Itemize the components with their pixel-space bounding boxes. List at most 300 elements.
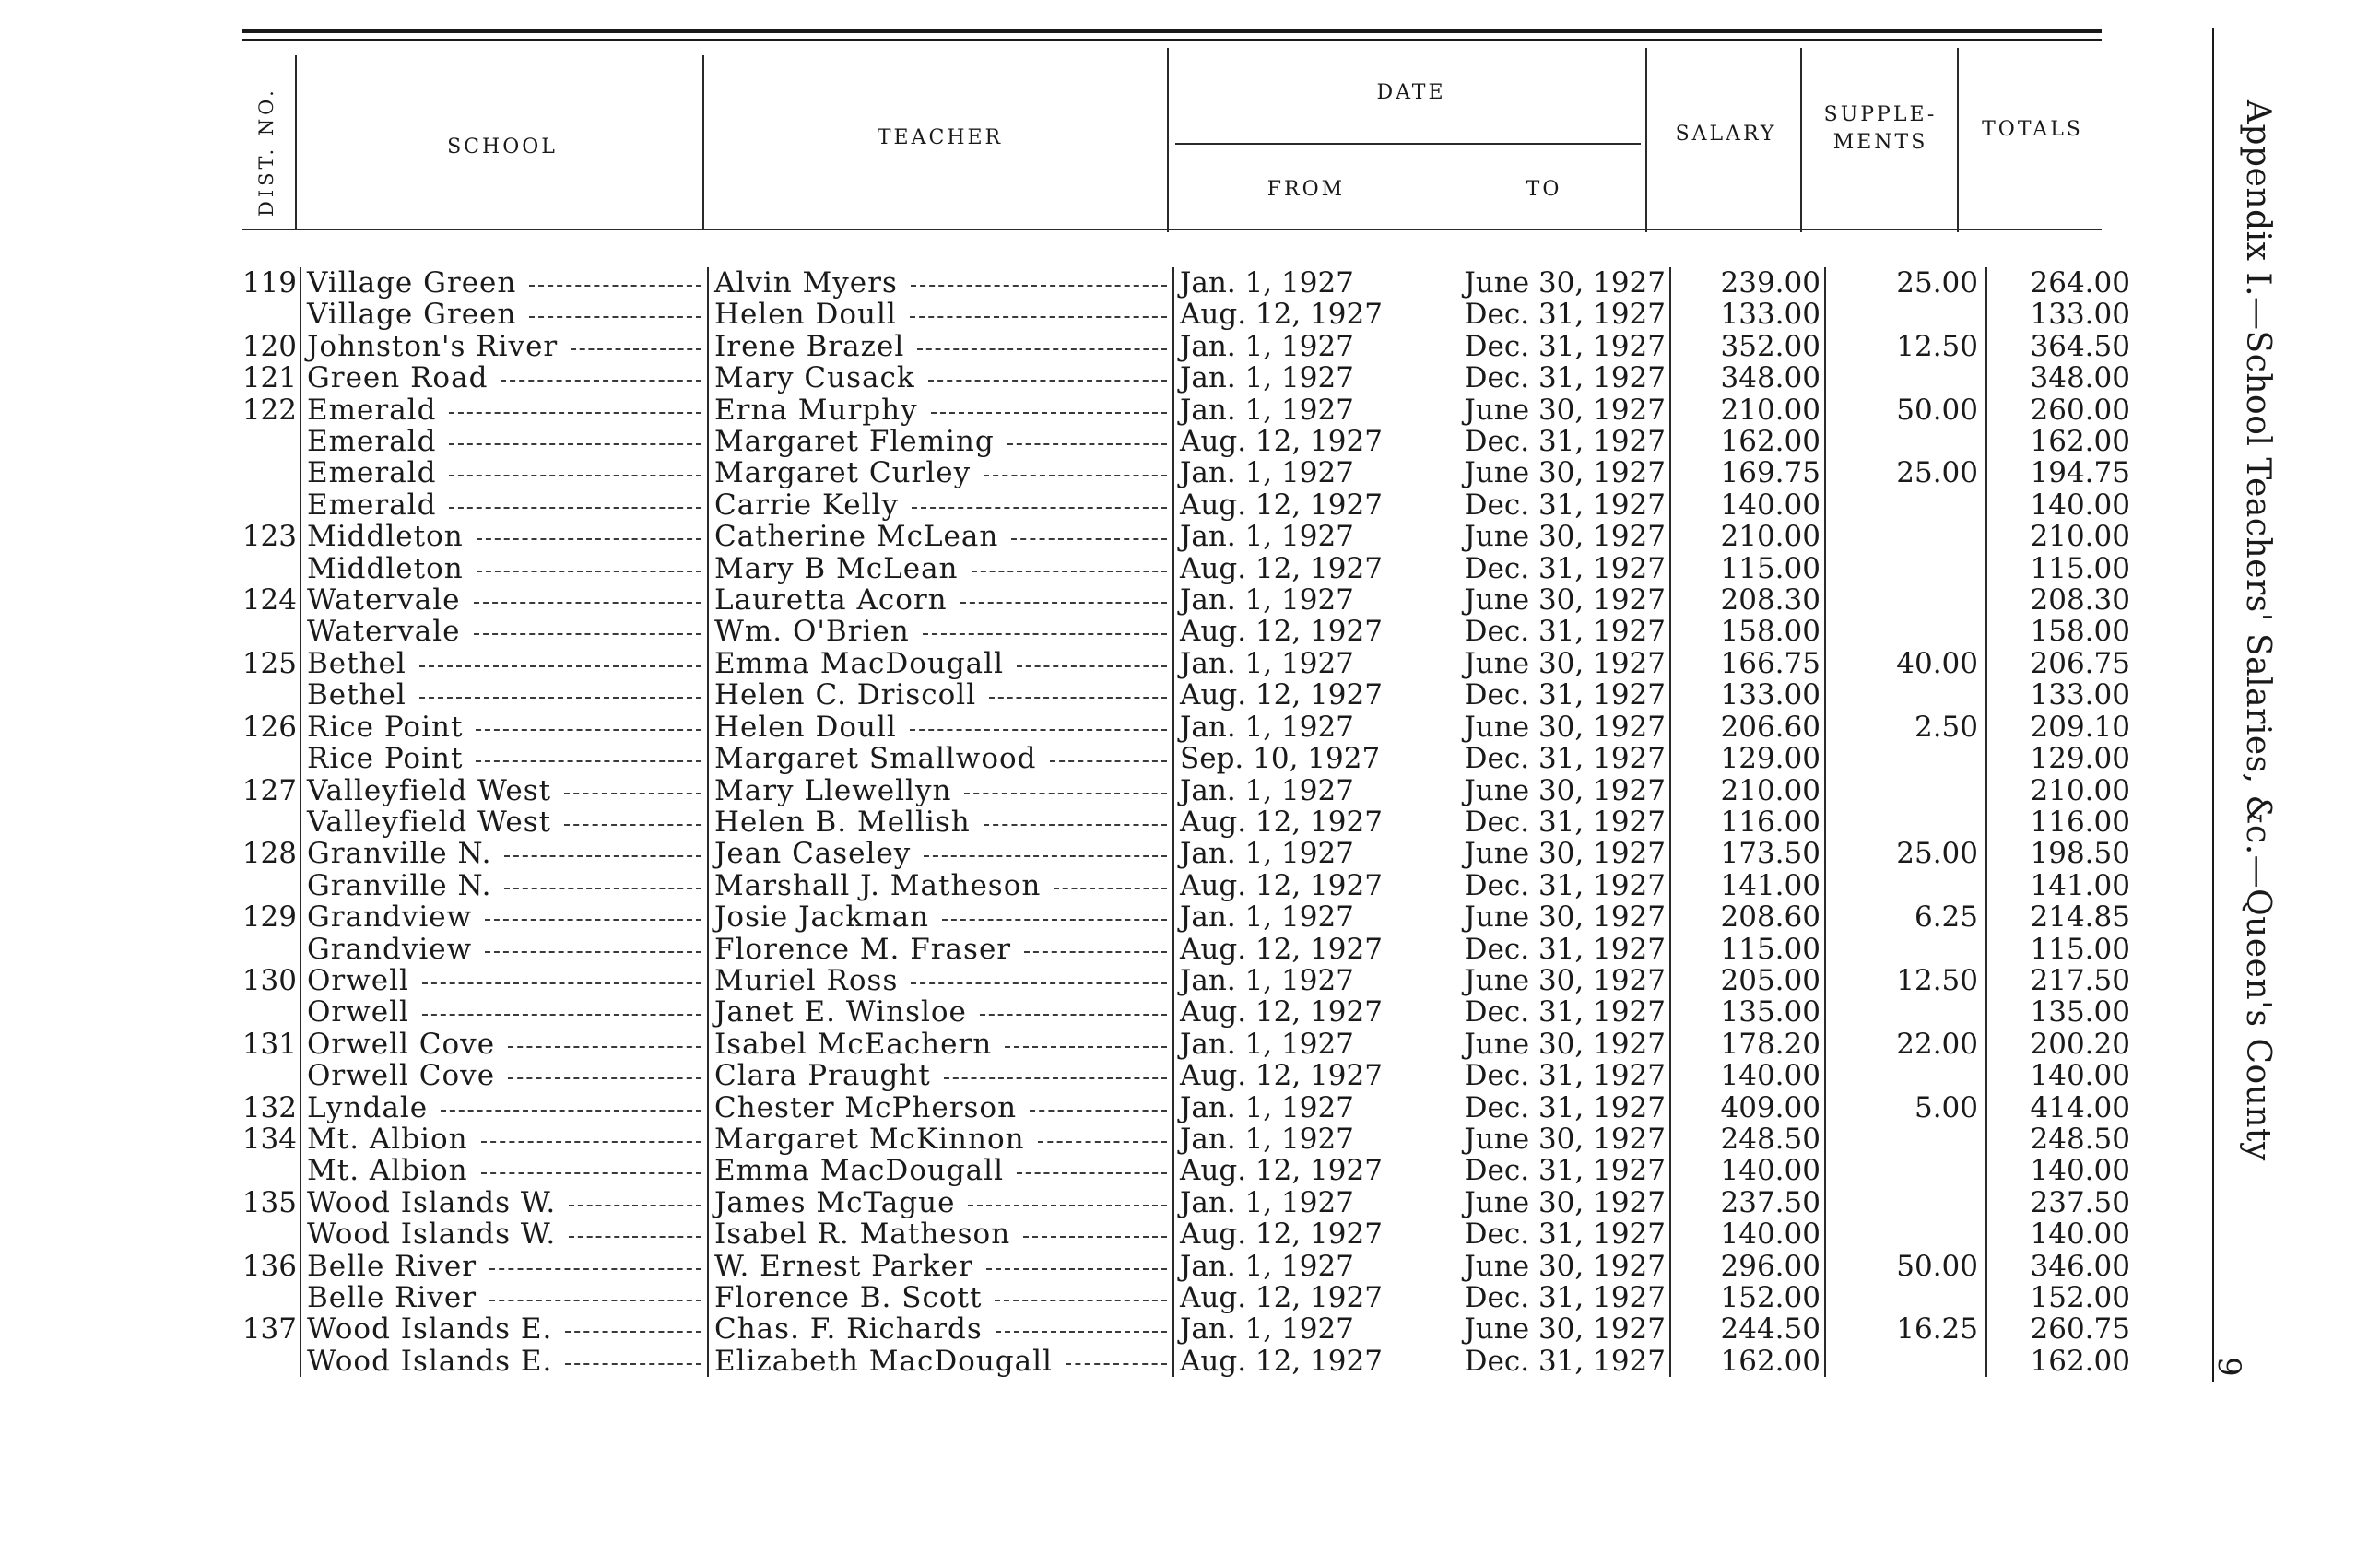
school-cell bbox=[300, 1060, 708, 1091]
teacher-cell bbox=[708, 934, 1173, 965]
salary: 140.00 bbox=[1670, 1155, 1825, 1186]
leader-dots bbox=[1066, 1363, 1167, 1365]
dist-no bbox=[235, 1346, 300, 1377]
school-name: Village Green bbox=[307, 299, 517, 331]
leader-dots bbox=[476, 729, 701, 731]
date-to: Dec. 31, 1927 bbox=[1440, 331, 1670, 362]
total: 260.75 bbox=[2030, 1313, 2130, 1346]
school-cell bbox=[300, 1155, 708, 1186]
salary: 162.00 bbox=[1670, 1346, 1825, 1377]
teacher-name: Margaret Curley bbox=[714, 457, 972, 489]
salary: 409.00 bbox=[1670, 1092, 1825, 1123]
date-from: Aug. 12, 1927 bbox=[1173, 1155, 1440, 1186]
table-row bbox=[235, 1123, 2139, 1155]
supplements bbox=[1825, 679, 1986, 711]
dist-no bbox=[235, 870, 300, 901]
total: 162.00 bbox=[2030, 426, 2130, 458]
leader-dots bbox=[481, 1172, 701, 1174]
date-from: Aug. 12, 1927 bbox=[1173, 489, 1440, 521]
supplements: 40.00 bbox=[1825, 648, 1986, 679]
salary: 140.00 bbox=[1670, 1060, 1825, 1091]
leader-dots bbox=[984, 824, 1167, 826]
salary: 208.30 bbox=[1670, 584, 1825, 616]
supplements bbox=[1825, 426, 1986, 457]
teacher-name: Catherine McLean bbox=[714, 521, 999, 553]
dist-no: 129 bbox=[242, 901, 297, 934]
salary: 205.00 bbox=[1670, 965, 1825, 996]
table-row bbox=[235, 553, 2139, 584]
date-to: Dec. 31, 1927 bbox=[1440, 870, 1670, 901]
teacher-name: Mary Llewellyn bbox=[714, 774, 952, 806]
school-cell bbox=[300, 616, 708, 647]
total: 133.00 bbox=[2030, 679, 2130, 712]
date-from: Jan. 1, 1927 bbox=[1173, 901, 1440, 933]
date-to: Dec. 31, 1927 bbox=[1440, 426, 1670, 457]
leader-dots bbox=[960, 602, 1167, 604]
teacher-cell bbox=[708, 489, 1173, 521]
date-to: June 30, 1927 bbox=[1440, 648, 1670, 679]
total: 346.00 bbox=[2030, 1250, 2130, 1282]
page-number: 9 bbox=[2210, 1357, 2247, 1377]
school-cell bbox=[300, 1187, 708, 1218]
salary: 152.00 bbox=[1670, 1282, 1825, 1313]
school-name: Wood Islands W. bbox=[307, 1186, 557, 1219]
school-cell bbox=[300, 901, 708, 933]
salary: 210.00 bbox=[1670, 521, 1825, 552]
teacher-name: Clara Praught bbox=[714, 1060, 931, 1092]
teacher-cell bbox=[708, 1251, 1173, 1282]
teacher-cell bbox=[708, 996, 1173, 1028]
leader-dots bbox=[489, 1300, 701, 1301]
teacher-cell bbox=[708, 838, 1173, 869]
school-cell bbox=[300, 934, 708, 965]
leader-dots bbox=[422, 982, 701, 984]
school-cell bbox=[300, 838, 708, 869]
leader-dots bbox=[564, 793, 701, 794]
side-caption: Appendix I.—School Teachers' Salaries, &c.—Queen's County bbox=[2239, 100, 2277, 1161]
date-to: Dec. 31, 1927 bbox=[1440, 1060, 1670, 1091]
teacher-cell bbox=[708, 1029, 1173, 1060]
teacher-cell bbox=[708, 901, 1173, 933]
school-name: Watervale bbox=[307, 616, 461, 648]
header-divider bbox=[702, 55, 704, 230]
leader-dots bbox=[995, 1300, 1167, 1301]
teacher-cell bbox=[708, 331, 1173, 362]
leader-dots bbox=[508, 1046, 701, 1048]
school-cell bbox=[300, 775, 708, 806]
school-name: Orwell bbox=[307, 996, 409, 1029]
date-from: Jan. 1, 1927 bbox=[1173, 648, 1440, 679]
teacher-cell bbox=[708, 1218, 1173, 1250]
leader-dots bbox=[1007, 443, 1167, 445]
date-from: Jan. 1, 1927 bbox=[1173, 584, 1440, 616]
leader-dots bbox=[477, 571, 701, 572]
total: 208.30 bbox=[2030, 584, 2130, 617]
table-row bbox=[235, 1251, 2139, 1282]
leader-dots bbox=[422, 1014, 701, 1016]
school-cell bbox=[300, 996, 708, 1028]
school-cell bbox=[300, 648, 708, 679]
supplements: 12.50 bbox=[1825, 331, 1986, 362]
table-row bbox=[235, 457, 2139, 488]
supplements: 22.00 bbox=[1825, 1029, 1986, 1060]
salary: 244.50 bbox=[1670, 1313, 1825, 1345]
date-from: Jan. 1, 1927 bbox=[1173, 1251, 1440, 1282]
leader-dots bbox=[910, 316, 1167, 318]
total: 116.00 bbox=[2030, 806, 2130, 839]
total: 248.50 bbox=[2030, 1123, 2130, 1156]
school-cell bbox=[300, 1123, 708, 1155]
total: 237.50 bbox=[2030, 1186, 2130, 1219]
dist-no: 123 bbox=[242, 521, 297, 553]
salary: 140.00 bbox=[1670, 1218, 1825, 1250]
supplements: 16.25 bbox=[1825, 1313, 1986, 1345]
leader-dots bbox=[569, 1205, 701, 1206]
supplements bbox=[1825, 299, 1986, 330]
leader-dots bbox=[441, 1110, 701, 1112]
dist-no: 125 bbox=[242, 647, 297, 680]
teacher-name: Margaret Smallwood bbox=[714, 743, 1037, 775]
dist-no: 121 bbox=[242, 362, 297, 394]
teacher-name: Chester McPherson bbox=[714, 1091, 1018, 1123]
teacher-cell bbox=[708, 457, 1173, 488]
date-to: Dec. 31, 1927 bbox=[1440, 806, 1670, 838]
table-row bbox=[235, 679, 2139, 711]
total: 209.10 bbox=[2030, 711, 2130, 744]
teacher-cell bbox=[708, 743, 1173, 774]
teacher-name: Wm. O'Brien bbox=[714, 616, 910, 648]
supplements bbox=[1825, 870, 1986, 901]
school-cell bbox=[300, 489, 708, 521]
teacher-cell bbox=[708, 584, 1173, 616]
salary: 116.00 bbox=[1670, 806, 1825, 838]
supplements: 5.00 bbox=[1825, 1092, 1986, 1123]
table-row bbox=[235, 1155, 2139, 1186]
school-name: Wood Islands E. bbox=[307, 1313, 553, 1346]
leader-dots bbox=[996, 1331, 1167, 1333]
total: 210.00 bbox=[2030, 521, 2130, 553]
teacher-name: Josie Jackman bbox=[714, 901, 930, 934]
dist-no bbox=[235, 457, 300, 488]
dist-no bbox=[235, 299, 300, 330]
school-name: Emerald bbox=[307, 457, 437, 489]
dist-no bbox=[235, 553, 300, 584]
date-to: Dec. 31, 1927 bbox=[1440, 679, 1670, 711]
date-from: Aug. 12, 1927 bbox=[1173, 299, 1440, 330]
teacher-name: Margaret McKinnon bbox=[714, 1123, 1025, 1156]
school-name: Belle River bbox=[307, 1250, 477, 1282]
salary: 169.75 bbox=[1670, 457, 1825, 488]
header-teacher: TEACHER bbox=[877, 126, 1004, 149]
table-row bbox=[235, 521, 2139, 552]
teacher-name: Erna Murphy bbox=[714, 394, 918, 427]
school-cell bbox=[300, 1218, 708, 1250]
supplements: 25.00 bbox=[1825, 457, 1986, 488]
school-cell bbox=[300, 806, 708, 838]
date-from: Jan. 1, 1927 bbox=[1173, 267, 1440, 299]
teacher-cell bbox=[708, 870, 1173, 901]
school-name: Rice Point bbox=[307, 711, 464, 744]
table-row bbox=[235, 996, 2139, 1028]
teacher-name: Isabel McEachern bbox=[714, 1028, 993, 1061]
date-to: Dec. 31, 1927 bbox=[1440, 934, 1670, 965]
leader-dots bbox=[980, 1014, 1167, 1016]
teacher-name: Carrie Kelly bbox=[714, 488, 899, 522]
leader-dots bbox=[964, 793, 1167, 794]
date-subrule bbox=[1175, 143, 1641, 145]
school-cell bbox=[300, 457, 708, 488]
salary: 133.00 bbox=[1670, 679, 1825, 711]
dist-no: 122 bbox=[242, 394, 297, 427]
leader-dots bbox=[449, 412, 701, 414]
leader-dots bbox=[485, 951, 701, 953]
leader-dots bbox=[529, 285, 701, 287]
teacher-cell bbox=[708, 362, 1173, 394]
header-bottom-rule bbox=[242, 229, 2102, 230]
date-to: June 30, 1927 bbox=[1440, 712, 1670, 743]
teacher-name: Muriel Ross bbox=[714, 964, 899, 997]
school-cell bbox=[300, 1029, 708, 1060]
table-row bbox=[235, 965, 2139, 996]
salary: 248.50 bbox=[1670, 1123, 1825, 1155]
supplements: 50.00 bbox=[1825, 394, 1986, 426]
teacher-cell bbox=[708, 553, 1173, 584]
header-salary: SALARY bbox=[1675, 123, 1777, 146]
table-row bbox=[235, 1313, 2139, 1345]
teacher-cell bbox=[708, 965, 1173, 996]
supplements bbox=[1825, 1346, 1986, 1377]
salary: 133.00 bbox=[1670, 299, 1825, 330]
supplements: 6.25 bbox=[1825, 901, 1986, 933]
date-to: Dec. 31, 1927 bbox=[1440, 1346, 1670, 1377]
total: 206.75 bbox=[2030, 647, 2130, 680]
date-from: Jan. 1, 1927 bbox=[1173, 1029, 1440, 1060]
salary: 115.00 bbox=[1670, 934, 1825, 965]
school-cell bbox=[300, 267, 708, 299]
total: 152.00 bbox=[2030, 1282, 2130, 1314]
leader-dots bbox=[924, 855, 1167, 857]
leader-dots bbox=[1017, 1172, 1167, 1174]
teacher-cell bbox=[708, 1092, 1173, 1123]
date-to: June 30, 1927 bbox=[1440, 1029, 1670, 1060]
date-from: Aug. 12, 1927 bbox=[1173, 1346, 1440, 1377]
school-name: Village Green bbox=[307, 267, 517, 300]
dist-no: 134 bbox=[242, 1123, 297, 1156]
header-supplements: SUPPLE-MENTS bbox=[1823, 103, 1938, 154]
table-row bbox=[235, 267, 2139, 299]
total: 364.50 bbox=[2030, 330, 2130, 363]
school-name: Emerald bbox=[307, 426, 437, 458]
salary: 237.50 bbox=[1670, 1187, 1825, 1218]
date-from: Jan. 1, 1927 bbox=[1173, 1123, 1440, 1155]
date-from: Sep. 10, 1927 bbox=[1173, 743, 1440, 774]
school-name: Emerald bbox=[307, 394, 437, 427]
leader-dots bbox=[474, 602, 701, 604]
teacher-name: W. Ernest Parker bbox=[714, 1250, 973, 1282]
leader-dots bbox=[477, 538, 701, 540]
leader-dots bbox=[565, 1363, 701, 1365]
school-name: Rice Point bbox=[307, 743, 464, 775]
salary: 210.00 bbox=[1670, 394, 1825, 426]
date-to: Dec. 31, 1927 bbox=[1440, 1155, 1670, 1186]
school-name: Middleton bbox=[307, 521, 464, 553]
date-to: Dec. 31, 1927 bbox=[1440, 553, 1670, 584]
date-from: Jan. 1, 1927 bbox=[1173, 1313, 1440, 1345]
school-cell bbox=[300, 965, 708, 996]
date-from: Aug. 12, 1927 bbox=[1173, 996, 1440, 1028]
date-from: Jan. 1, 1927 bbox=[1173, 965, 1440, 996]
table-row bbox=[235, 934, 2139, 965]
total: 133.00 bbox=[2030, 299, 2130, 331]
dist-no bbox=[235, 1155, 300, 1186]
teacher-name: Marshall J. Matheson bbox=[714, 869, 1042, 902]
header-dist-no: DIST. NO. bbox=[255, 87, 277, 217]
teacher-cell bbox=[708, 712, 1173, 743]
salary: 178.20 bbox=[1670, 1029, 1825, 1060]
dist-no: 131 bbox=[242, 1028, 297, 1061]
leader-dots bbox=[984, 475, 1167, 476]
dist-no bbox=[235, 616, 300, 647]
date-to: June 30, 1927 bbox=[1440, 1251, 1670, 1282]
teacher-name: Emma MacDougall bbox=[714, 647, 1004, 680]
salary: 166.75 bbox=[1670, 648, 1825, 679]
dist-no: 119 bbox=[242, 267, 297, 300]
school-name: Mt. Albion bbox=[307, 1155, 468, 1187]
teacher-cell bbox=[708, 521, 1173, 552]
total: 135.00 bbox=[2030, 996, 2130, 1029]
school-name: Granville N. bbox=[307, 838, 492, 870]
leader-dots bbox=[565, 1331, 701, 1333]
leader-dots bbox=[1005, 1046, 1167, 1048]
total: 214.85 bbox=[2030, 901, 2130, 934]
supplements bbox=[1825, 775, 1986, 806]
school-name: Grandview bbox=[307, 933, 473, 965]
school-name: Middleton bbox=[307, 552, 464, 585]
supplements bbox=[1825, 806, 1986, 838]
date-from: Aug. 12, 1927 bbox=[1173, 806, 1440, 838]
teacher-cell bbox=[708, 1187, 1173, 1218]
date-to: Dec. 31, 1927 bbox=[1440, 1218, 1670, 1250]
school-name: Orwell bbox=[307, 964, 409, 997]
date-from: Aug. 12, 1927 bbox=[1173, 870, 1440, 901]
table-row bbox=[235, 1282, 2139, 1313]
dist-no: 130 bbox=[242, 964, 297, 997]
school-cell bbox=[300, 521, 708, 552]
school-cell bbox=[300, 712, 708, 743]
date-to: June 30, 1927 bbox=[1440, 521, 1670, 552]
school-name: Lyndale bbox=[307, 1091, 429, 1123]
teacher-name: Florence B. Scott bbox=[714, 1282, 983, 1314]
school-cell bbox=[300, 743, 708, 774]
teacher-cell bbox=[708, 648, 1173, 679]
dist-no: 128 bbox=[242, 838, 297, 870]
header-from: FROM bbox=[1267, 178, 1346, 201]
salary: 348.00 bbox=[1670, 362, 1825, 394]
teacher-name: Helen B. Mellish bbox=[714, 806, 971, 839]
leader-dots bbox=[1017, 665, 1167, 667]
total: 162.00 bbox=[2030, 1345, 2130, 1378]
supplements bbox=[1825, 1155, 1986, 1186]
leader-dots bbox=[923, 633, 1167, 635]
school-name: Belle River bbox=[307, 1282, 477, 1314]
dist-no: 136 bbox=[242, 1250, 297, 1282]
leader-dots bbox=[944, 1077, 1167, 1079]
header-divider bbox=[295, 55, 297, 230]
salary: 296.00 bbox=[1670, 1251, 1825, 1282]
teacher-cell bbox=[708, 394, 1173, 426]
table-row bbox=[235, 806, 2139, 838]
school-name: Emerald bbox=[307, 488, 437, 522]
leader-dots bbox=[911, 285, 1167, 287]
school-name: Green Road bbox=[307, 362, 489, 394]
supplements bbox=[1825, 1187, 1986, 1218]
date-to: June 30, 1927 bbox=[1440, 267, 1670, 299]
school-name: Mt. Albion bbox=[307, 1123, 468, 1156]
table-row bbox=[235, 901, 2139, 933]
dist-no bbox=[235, 934, 300, 965]
leader-dots bbox=[1038, 1141, 1167, 1143]
supplements bbox=[1825, 489, 1986, 521]
teacher-name: Florence M. Fraser bbox=[714, 933, 1012, 965]
salary: 135.00 bbox=[1670, 996, 1825, 1028]
leader-dots bbox=[449, 507, 701, 509]
table-row bbox=[235, 648, 2139, 679]
leader-dots bbox=[449, 475, 701, 476]
date-from: Jan. 1, 1927 bbox=[1173, 1187, 1440, 1218]
date-to: June 30, 1927 bbox=[1440, 584, 1670, 616]
total: 348.00 bbox=[2030, 362, 2130, 394]
school-name: Bethel bbox=[307, 679, 406, 712]
school-cell bbox=[300, 331, 708, 362]
date-from: Jan. 1, 1927 bbox=[1173, 457, 1440, 488]
header-school: SCHOOL bbox=[447, 135, 558, 159]
supplements bbox=[1825, 996, 1986, 1028]
table-row bbox=[235, 1092, 2139, 1123]
supplements bbox=[1825, 743, 1986, 774]
dist-no: 135 bbox=[242, 1186, 297, 1219]
header-divider bbox=[1800, 48, 1802, 232]
date-to: June 30, 1927 bbox=[1440, 1187, 1670, 1218]
total: 141.00 bbox=[2030, 869, 2130, 902]
total: 158.00 bbox=[2030, 616, 2130, 648]
teacher-cell bbox=[708, 775, 1173, 806]
supplements bbox=[1825, 1282, 1986, 1313]
date-from: Jan. 1, 1927 bbox=[1173, 712, 1440, 743]
date-from: Jan. 1, 1927 bbox=[1173, 838, 1440, 869]
total: 210.00 bbox=[2030, 774, 2130, 806]
leader-dots bbox=[476, 760, 701, 762]
salary: 158.00 bbox=[1670, 616, 1825, 647]
table-row bbox=[235, 331, 2139, 362]
school-cell bbox=[300, 394, 708, 426]
school-cell bbox=[300, 1313, 708, 1345]
date-from: Aug. 12, 1927 bbox=[1173, 934, 1440, 965]
school-cell bbox=[300, 299, 708, 330]
teacher-cell bbox=[708, 1123, 1173, 1155]
leader-dots bbox=[942, 919, 1167, 921]
school-name: Johnston's River bbox=[307, 330, 559, 363]
leader-dots bbox=[564, 824, 701, 826]
supplements bbox=[1825, 553, 1986, 584]
table-row bbox=[235, 838, 2139, 869]
supplements: 12.50 bbox=[1825, 965, 1986, 996]
table-row bbox=[235, 394, 2139, 426]
dist-no bbox=[235, 489, 300, 521]
total: 217.50 bbox=[2030, 964, 2130, 997]
leader-dots bbox=[489, 1268, 701, 1270]
date-to: Dec. 31, 1927 bbox=[1440, 1092, 1670, 1123]
date-to: June 30, 1927 bbox=[1440, 457, 1670, 488]
